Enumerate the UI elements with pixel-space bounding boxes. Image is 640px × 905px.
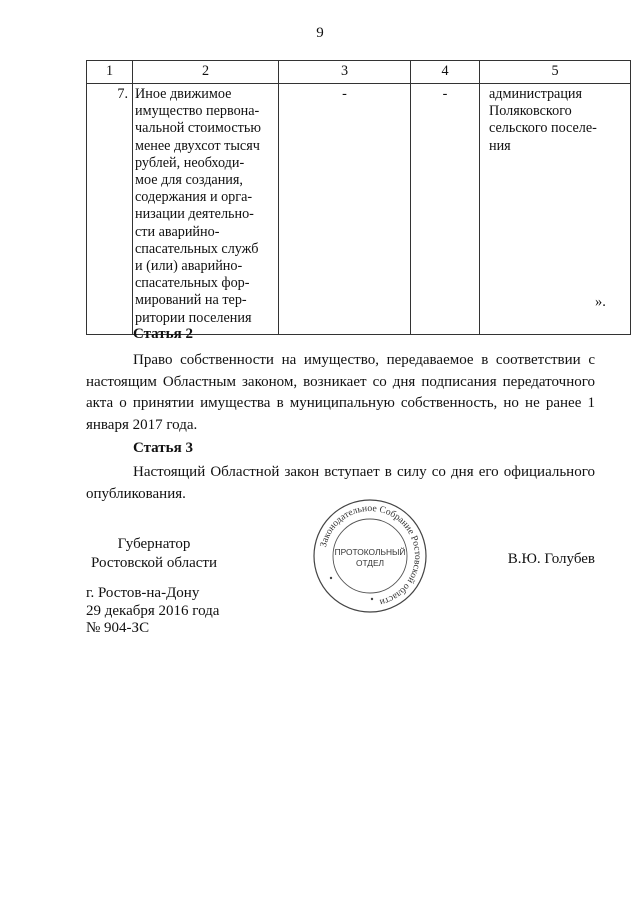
description-line: спасательных фор- bbox=[135, 275, 250, 292]
page-number: 9 bbox=[316, 25, 324, 41]
description-line: и (или) аварийно- bbox=[135, 258, 243, 275]
recipient-line: администрация bbox=[489, 86, 583, 102]
seal-inner-line-1: ПРОТОКОЛЬНЫЙ bbox=[334, 547, 406, 557]
governor-region-line: Ростовской области bbox=[91, 555, 217, 571]
seal-dot-icon bbox=[330, 577, 332, 579]
closing-quote: ». bbox=[595, 294, 606, 310]
official-seal bbox=[312, 498, 428, 614]
seal-dot-icon bbox=[371, 598, 373, 600]
article-2-text: Право собственности на имущество, передаваемое в соответствии с настоящим Областным законом, возникает со дня подписания передаточного акта о принятии имущества в муниципальную собственность, но не ранее 1 января 2017 года. bbox=[86, 352, 595, 433]
description-line: менее двухсот тысяч bbox=[135, 137, 260, 154]
seal-ring-text: Законодательное Собрание Ростовской области bbox=[317, 502, 424, 608]
description-line: спасательных служб bbox=[135, 240, 259, 257]
description-line: рублей, необходи- bbox=[135, 154, 245, 171]
description-line: ритории поселения bbox=[135, 309, 252, 326]
seal-inner-line-2: ОТДЕЛ bbox=[355, 558, 385, 568]
article-3-heading: Статья 3 bbox=[133, 440, 193, 456]
description-line: имущество первона- bbox=[135, 103, 260, 120]
signer-name: В.Ю. Голубев bbox=[507, 551, 595, 567]
description-line: низации деятельно- bbox=[135, 206, 254, 223]
law-number: № 904-ЗС bbox=[86, 620, 150, 636]
header-cell: 1 bbox=[87, 61, 133, 84]
header-cell: 2 bbox=[133, 61, 279, 84]
description-line: мирований на тер- bbox=[135, 292, 247, 309]
column-4-value: - bbox=[411, 84, 480, 335]
description-line: Иное движимое bbox=[135, 86, 232, 102]
row-number: 7. bbox=[87, 84, 133, 335]
article-3-text: Настоящий Областной закон вступает в силу со дня его официального опубликования. bbox=[86, 464, 595, 502]
description-line: содержания и орга- bbox=[135, 189, 253, 206]
property-description bbox=[133, 84, 279, 335]
place-date-block bbox=[86, 585, 219, 638]
recipient-line: сельского поселе- bbox=[489, 120, 597, 137]
recipient-line: ния bbox=[489, 137, 511, 154]
table-row bbox=[87, 84, 631, 335]
governor-title bbox=[86, 535, 222, 573]
city: г. Ростов-на-Дону bbox=[86, 585, 200, 601]
recipient-line: Поляковского bbox=[489, 103, 572, 120]
header-cell: 4 bbox=[411, 61, 480, 84]
description-line: сти аварийно- bbox=[135, 223, 220, 240]
header-cell: 5 bbox=[480, 61, 631, 84]
governor-title-line: Губернатор bbox=[117, 536, 191, 552]
date: 29 декабря 2016 года bbox=[86, 602, 220, 619]
table-header-row bbox=[87, 61, 631, 84]
description-line: мое для создания, bbox=[135, 172, 243, 189]
column-3-value: - bbox=[279, 84, 411, 335]
description-line: чальной стоимостью bbox=[135, 120, 261, 137]
article-2-heading: Статья 2 bbox=[133, 326, 193, 342]
recipient bbox=[480, 84, 631, 335]
property-table bbox=[86, 60, 631, 335]
header-cell: 3 bbox=[279, 61, 411, 84]
